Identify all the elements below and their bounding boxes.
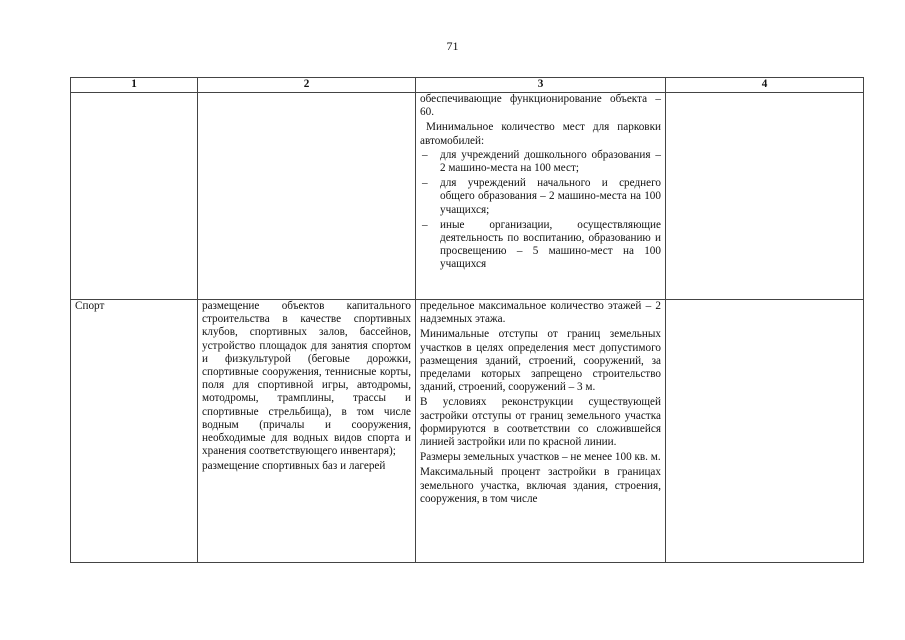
parking-list (420, 149, 661, 272)
cell-description (198, 93, 416, 300)
column-header-3: 3 (416, 78, 666, 93)
table-row (71, 93, 864, 300)
description-text: размещение спортивных баз и лагерей (202, 460, 386, 473)
list-item: – для учреждений начального и среднего общего образования – 2 машино-места на 100 учащихся; (420, 177, 661, 217)
column-header-4: 4 (666, 78, 864, 93)
parameter-text: Минимальные отступы от границ земельных участков в целях определения мест допустимого размещения зданий, строений, сооружений, за пределами которых запрещено строительство зданий, строений, сооружений – 3 м. (420, 328, 661, 394)
parameter-text: Максимальный процент застройки в границах земельного участка, включая здания, строения, сооружения, в том числе (420, 466, 661, 505)
cell-notes (666, 93, 864, 300)
regulations-table (70, 77, 864, 563)
parameter-text: предельное максимальное количество этажей – 2 надземных этажа. (420, 300, 661, 326)
parameter-text: В условиях реконструкции существующей застройки отступы от границ земельного участка формируются в соответствии со сложившейся линией застройки или по красной линии. (420, 396, 661, 449)
page-number: 71 (446, 39, 459, 53)
list-item: – для учреждений дошкольного образования – 2 машино-места на 100 мест; (420, 149, 661, 175)
column-header-2: 2 (198, 78, 416, 93)
parameter-text: обеспечивающие функционирование объекта – 60. (420, 93, 661, 119)
cell-parameters (416, 93, 666, 300)
table-row (71, 300, 864, 563)
list-item: – иные организации, осуществляющие деятельность по воспитанию, образованию и просвещению – 5 машино-мест на 100 учащихся (420, 219, 661, 272)
description-text: размещение объектов капитального строительства в качестве спортивных клубов, спортивных залов, бассейнов, устройство площадок для занятия спортом и физкультурой (беговые дорожки, спортивные сооружения, теннисные корты, поля для спортивной игры, автодромы, мотодромы, трамплины, трассы и спортивные стрельбища), в том числе водным (причалы и сооружения, необходимые для водных видов спорта и хранения соответствующего инвентаря); (202, 300, 411, 458)
table-header-row (71, 78, 864, 93)
cell-notes (666, 300, 864, 563)
cell-type (71, 93, 198, 300)
parameter-text: Размеры земельных участков – не менее 100 кв. м. (420, 451, 661, 464)
parameter-text: Минимальное количество мест для парковки автомобилей: (420, 121, 661, 147)
column-header-1: 1 (71, 78, 198, 93)
cell-parameters (416, 300, 666, 563)
cell-description (198, 300, 416, 563)
cell-type: Спорт (71, 300, 198, 563)
